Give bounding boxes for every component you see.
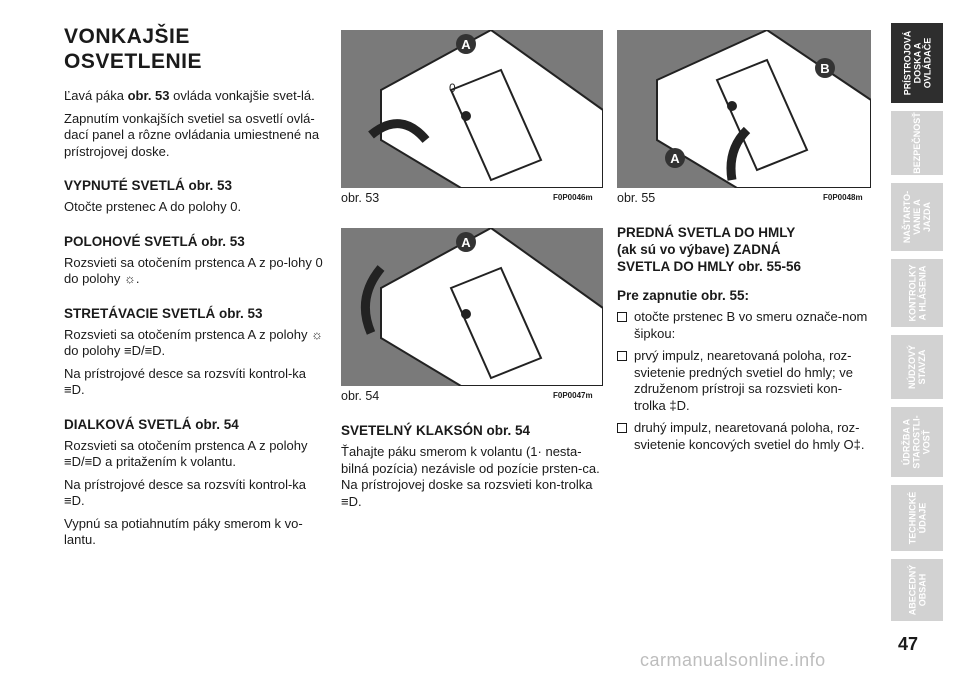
figure-55-caption: obr. 55 <box>617 191 656 205</box>
tab-emergency[interactable]: NÚDZOVÝ STAVZA <box>891 335 943 399</box>
tab-instrument-panel[interactable]: PRÍSTROJOVÁ DOSKA A OVLÁDAČE <box>891 23 943 103</box>
high-beam-text-2: Na prístrojové desce sa rozsvíti kontrol-ka ≡D. <box>64 476 307 508</box>
intro-paragraph-2: Zapnutím vonkajších svetiel sa osvetlí ovlá-dací panel a rôzne ovládania umiestnené na prístrojovej doske. <box>64 110 320 159</box>
tab-technical-data[interactable]: TECHNICKÉ ÚDAJE <box>891 485 943 551</box>
checkbox-bullet-icon <box>617 423 627 433</box>
flash-section <box>341 423 603 516</box>
page-title: VONKAJŠIE OSVETLENIE <box>64 25 203 73</box>
tab-maintenance[interactable]: ÚDRŽBA A STAROSTLI- VOSŤ <box>891 407 943 477</box>
svg-text:A: A <box>670 151 680 166</box>
fog-heading-1: PREDNÁ SVETLA DO HMLY <box>617 225 796 240</box>
lever-illustration <box>341 30 603 188</box>
figure-55-code: F0P0048m <box>823 193 863 202</box>
checkbox-bullet-icon <box>617 351 627 361</box>
svg-text:A: A <box>461 37 471 52</box>
high-beam-text: Rozsvieti sa otočením prstenca A z polohy ≡D/≡D a pritažením k volantu. <box>64 437 308 469</box>
low-beam-text-2: Na prístrojové desce sa rozsvíti kontrol-ka ≡D. <box>64 365 307 397</box>
flash-heading: SVETELNÝ KLAKSÓN obr. 54 <box>341 423 531 438</box>
left-column <box>64 24 326 555</box>
low-beam-text: Rozsvieti sa otočením prstenca A z polohy ☼ do polohy ≡D/≡D. <box>64 326 324 358</box>
low-beam-heading: STRETÁVACIE SVETLÁ obr. 53 <box>64 305 263 321</box>
list-item: druhý impulz, nearetovaná poloha, roz-svietenie koncových svetiel do hmly O‡. <box>617 420 871 453</box>
list-item: otočte prstenec B vo smeru označe-nom šipkou: <box>617 309 871 342</box>
figure-54-code: F0P0047m <box>553 391 593 400</box>
lights-off-text: Otočte prstenec A do polohy 0. <box>64 199 242 214</box>
svg-text:B: B <box>820 61 830 76</box>
svg-text:0: 0 <box>449 81 456 95</box>
intro-paragraph-1: Ľavá páka obr. 53 ovláda vonkajšie svet-lá. <box>64 88 315 103</box>
lever-illustration <box>617 30 871 188</box>
figure-53 <box>341 30 603 188</box>
high-beam-text-3: Vypnú sa potiahnutím páky smerom k vo-lantu. <box>64 515 303 547</box>
figure-55 <box>617 30 871 188</box>
fog-heading-2: (ak sú vo výbave) ZADNÁ <box>617 242 781 257</box>
tab-safety[interactable]: BEZPEČNOSŤ <box>891 111 943 175</box>
checkbox-bullet-icon <box>617 312 627 322</box>
tab-warning-lights[interactable]: KONTROLKY A HLÁSENIA <box>891 259 943 327</box>
fog-heading-3: SVETLA DO HMLY obr. 55-56 <box>617 259 802 274</box>
svg-text:A: A <box>461 235 471 250</box>
figure-53-caption: obr. 53 <box>341 191 380 205</box>
lever-illustration <box>341 228 603 386</box>
page-number: 47 <box>898 634 919 654</box>
figure-54-caption: obr. 54 <box>341 389 380 403</box>
flash-text: Ťahajte páku smerom k volantu (1· nesta-bilná pozícia) nezávisle od pozície prsten-ca. Na prístrojovej doske sa rozsvieti kon-trolka ≡D. <box>341 444 600 509</box>
list-item: prvý impulz, nearetovaná poloha, roz-svietenie predných svetiel do hmly; ve združenom prístroji sa rozsvieti kon-trolka ‡D. <box>617 348 871 414</box>
figure-53-code: F0P0046m <box>553 193 593 202</box>
position-lights-heading: POLOHOVÉ SVETLÁ obr. 53 <box>64 233 245 249</box>
fog-subheading: Pre zapnutie obr. 55: <box>617 288 750 303</box>
figure-54 <box>341 228 603 386</box>
watermark: carmanualsonline.info <box>640 650 826 670</box>
tab-index[interactable]: ABECEDNÝ OBSAH <box>891 559 943 621</box>
tab-starting-driving[interactable]: NAŠTARTO- VANIE A JAZDA <box>891 183 943 251</box>
high-beam-heading: DIALKOVÁ SVETLÁ obr. 54 <box>64 416 239 432</box>
position-lights-text: Rozsvieti sa otočením prstenca A z po-lohy 0 do polohy ☼. <box>64 254 323 286</box>
lights-off-heading: VYPNUTÉ SVETLÁ obr. 53 <box>64 178 233 193</box>
right-column <box>617 225 871 459</box>
chapter-sidebar <box>891 23 943 629</box>
